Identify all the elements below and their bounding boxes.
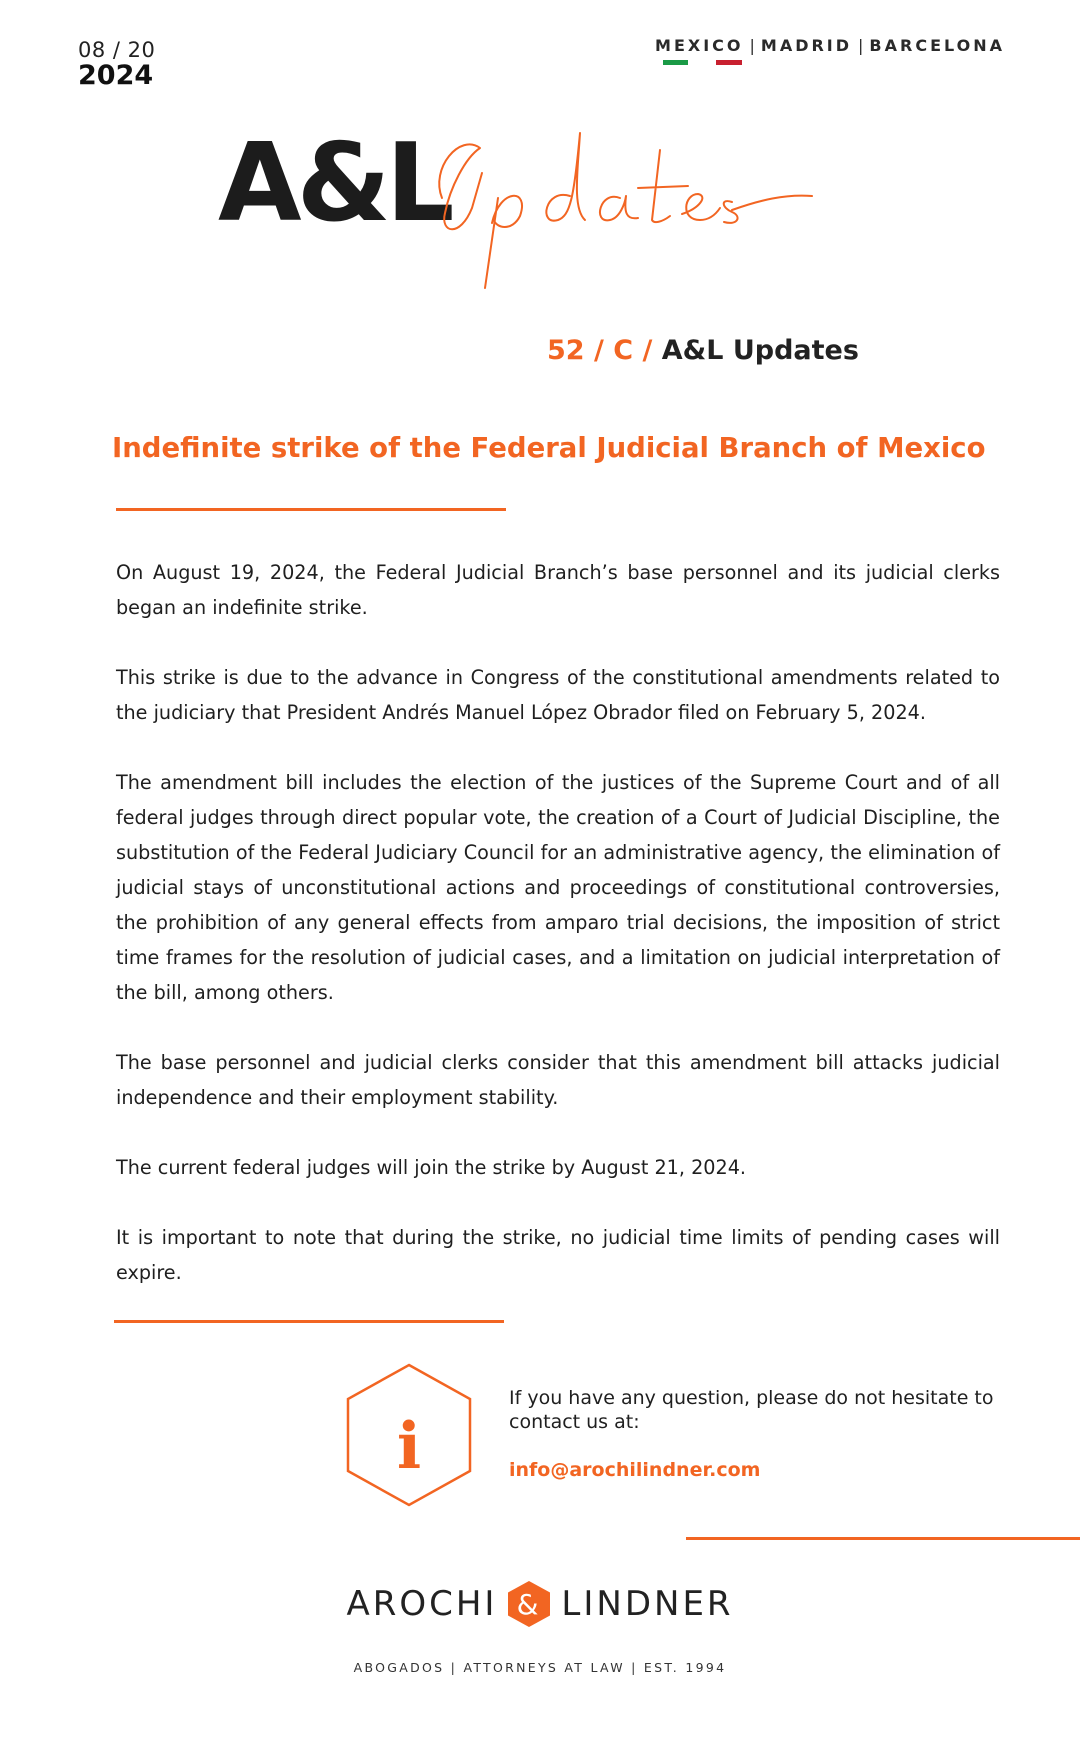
body-paragraph: The amendment bill includes the election of the justices of the Supreme Court and of all federal judges through direct popular vote, the creation of a Court of Judicial Discipline, the substitution of the Federal Judiciary Council for an administrative agency, the elimination of judicial stays of unconstitutional actions and proceedings of constitutional controversies, the prohibition of any general effects from amparo trial decisions, the imposition of strict time frames for the resolution of judicial cases, and a limitation on judicial interpretation of the bill, among others.: [116, 771, 1000, 1004]
info-icon: [344, 1362, 474, 1508]
series-slash: /: [593, 335, 604, 366]
brand-tagline: ABOGADOS | ATTORNEYS AT LAW | EST. 1994: [353, 1660, 727, 1675]
series-label: [547, 335, 859, 366]
city-separator: |: [749, 36, 755, 55]
issue-date: 08 / 20: [78, 38, 156, 62]
brand-ampersand-icon: [507, 1580, 551, 1628]
brand-logo: [0, 1580, 1080, 1628]
article-body: [116, 555, 1000, 1325]
brand-ampersand: &: [517, 1588, 542, 1621]
logo-script-updates: [420, 128, 815, 293]
series-number: 52: [547, 335, 585, 366]
city-mexico: MEXICO: [655, 36, 744, 55]
logo-mark: A&L: [218, 121, 450, 246]
info-icon-letter: i: [396, 1409, 422, 1484]
headline: Indefinite strike of the Federal Judicial Branch of Mexico: [112, 432, 986, 464]
city-separator: |: [858, 36, 864, 55]
series-name: A&L Updates: [661, 335, 859, 366]
body-paragraph: On August 19, 2024, the Federal Judicial Branch’s base personnel and its judicial clerks began an indefinite strike.: [116, 561, 1000, 619]
series-letter: C: [613, 335, 634, 366]
footer-divider: [686, 1537, 1080, 1540]
body-paragraph: The current federal judges will join the strike by August 21, 2024.: [116, 1156, 747, 1179]
body-divider: [114, 1320, 504, 1323]
body-paragraph: This strike is due to the advance in Congress of the constitutional amendments related to the judiciary that President Andrés Manuel López Obrador filed on February 5, 2024.: [116, 666, 1000, 724]
city-madrid: MADRID: [760, 36, 853, 55]
flag-green-bar: [663, 60, 688, 65]
flag-red-bar: [716, 60, 742, 65]
brand-name-right: LINDNER: [561, 1584, 734, 1624]
issue-year: 2024: [78, 60, 154, 91]
body-paragraph: The base personnel and judicial clerks consider that this amendment bill attacks judicial independence and their employment stability.: [116, 1051, 1000, 1109]
city-barcelona: BARCELONA: [869, 36, 1005, 55]
contact-text: If you have any question, please do not hesitate to contact us at:: [509, 1387, 994, 1433]
headline-divider: [116, 508, 506, 511]
office-cities: [655, 36, 1005, 55]
contact-email-link[interactable]: info@arochilindner.com: [509, 1459, 761, 1481]
body-paragraph: It is important to note that during the strike, no judicial time limits of pending cases will expire.: [116, 1226, 1000, 1284]
series-slash: /: [642, 335, 653, 366]
brand-name-left: AROCHI: [346, 1584, 498, 1624]
